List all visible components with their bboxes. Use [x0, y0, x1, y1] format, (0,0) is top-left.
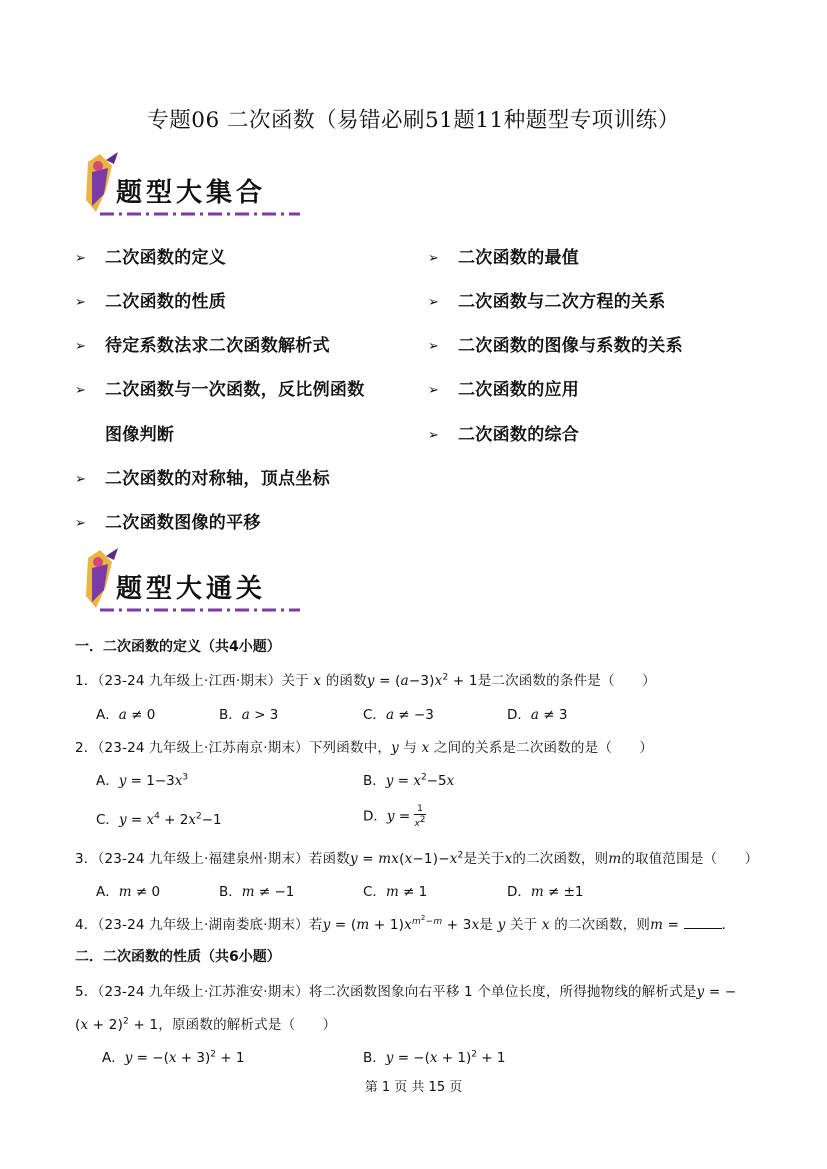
- question-2: 2．（23-24 九年级上·江苏南京·期末）下列函数中，y 与 x 之间的关系是二次函数的是（ ）: [75, 740, 654, 756]
- question-5-continued: $(x + 2)^2 + 1$，原函数的解析式是（ ）: [75, 1016, 337, 1033]
- option-c[interactable]: C．$y = x^4 + 2x^2-1$: [96, 811, 222, 828]
- question-5: 5．（23-24 九年级上·江苏淮安·期末）将二次函数图象向右平移 1 个单位长度，所得抛物线的解析式是y = −: [75, 984, 737, 1000]
- section-heading: 一．二次函数的定义（共4小题）: [75, 639, 281, 655]
- banner-title: 题型大通关: [116, 574, 267, 604]
- toc-item[interactable]: ➢ 二次函数的定义: [75, 248, 227, 268]
- arrow-icon: ➢: [428, 428, 440, 443]
- option-b[interactable]: B．$y = x^2-5x$: [363, 772, 455, 789]
- arrow-icon: ➢: [75, 516, 87, 531]
- toc-item[interactable]: ➢ 二次函数的最值: [428, 248, 580, 268]
- toc-item-continued[interactable]: 图像判断: [105, 425, 175, 445]
- option-c[interactable]: C．m ≠ 1: [363, 884, 428, 900]
- option-b[interactable]: B．a > 3: [219, 707, 279, 723]
- arrow-icon: ➢: [75, 383, 87, 398]
- section-heading: 二．二次函数的性质（共6小题）: [75, 949, 281, 965]
- arrow-icon: ➢: [75, 295, 87, 310]
- toc-item[interactable]: ➢ 二次函数的图像与系数的关系: [428, 336, 683, 356]
- toc-item[interactable]: ➢ 待定系数法求二次函数解析式: [75, 336, 330, 356]
- toc-item[interactable]: ➢ 二次函数的对称轴，顶点坐标: [75, 469, 330, 489]
- question-1: 1．（23-24 九年级上·江西·期末）关于 x 的函数$y = (a-3)x^2 + 1$是二次函数的条件是（ ）: [75, 672, 656, 689]
- answer-blank[interactable]: [684, 916, 722, 929]
- page-title: 专题06 二次函数（易错必刷51题11种题型专项训练）: [147, 108, 680, 133]
- option-b[interactable]: B．$y = -(x + 1)^2 + 1$: [363, 1049, 506, 1066]
- option-d[interactable]: D．m ≠ ±1: [507, 884, 584, 900]
- banner-title: 题型大集合: [116, 178, 267, 208]
- option-a[interactable]: A．m ≠ 0: [96, 884, 161, 900]
- arrow-icon: ➢: [428, 383, 440, 398]
- toc-item[interactable]: ➢ 二次函数的综合: [428, 425, 580, 445]
- section-banner-practice: [78, 546, 304, 616]
- arrow-icon: ➢: [75, 472, 87, 487]
- toc-item[interactable]: ➢ 二次函数图像的平移: [75, 513, 261, 533]
- option-a[interactable]: A．$y = 1-3x^3$: [96, 772, 189, 789]
- option-d[interactable]: D．a ≠ 3: [507, 707, 568, 723]
- option-b[interactable]: B．m ≠ −1: [219, 884, 295, 900]
- toc-item[interactable]: ➢ 二次函数与一次函数，反比例函数: [75, 380, 365, 400]
- toc-item[interactable]: ➢ 二次函数与二次方程的关系: [428, 292, 666, 312]
- option-a[interactable]: A．$y = -(x + 3)^2 + 1$: [102, 1049, 245, 1066]
- toc-item[interactable]: ➢ 二次函数的应用: [428, 380, 580, 400]
- question-3: 3．（23-24 九年级上·福建泉州·期末）若函数$y = mx(x-1)-x^2$是关于x的二次函数，则m的取值范围是（ ）: [75, 850, 759, 867]
- arrow-icon: ➢: [428, 251, 440, 266]
- arrow-icon: ➢: [75, 339, 87, 354]
- option-d[interactable]: D．y = $\frac{1}{x^2}$: [363, 804, 426, 829]
- question-4: 4．（23-24 九年级上·湖南娄底·期末）若$y = (m + 1)x^{m^2-m} + 3x$是 y 关于 x 的二次函数，则m = ．: [75, 913, 736, 933]
- arrow-icon: ➢: [75, 251, 87, 266]
- option-c[interactable]: C．a ≠ −3: [363, 707, 434, 723]
- page-number: 第 1 页 共 15 页: [364, 1080, 463, 1095]
- arrow-icon: ➢: [428, 295, 440, 310]
- section-banner-collection: [78, 150, 304, 220]
- option-a[interactable]: A．a ≠ 0: [96, 707, 156, 723]
- toc-item[interactable]: ➢ 二次函数的性质: [75, 292, 227, 312]
- arrow-icon: ➢: [428, 339, 440, 354]
